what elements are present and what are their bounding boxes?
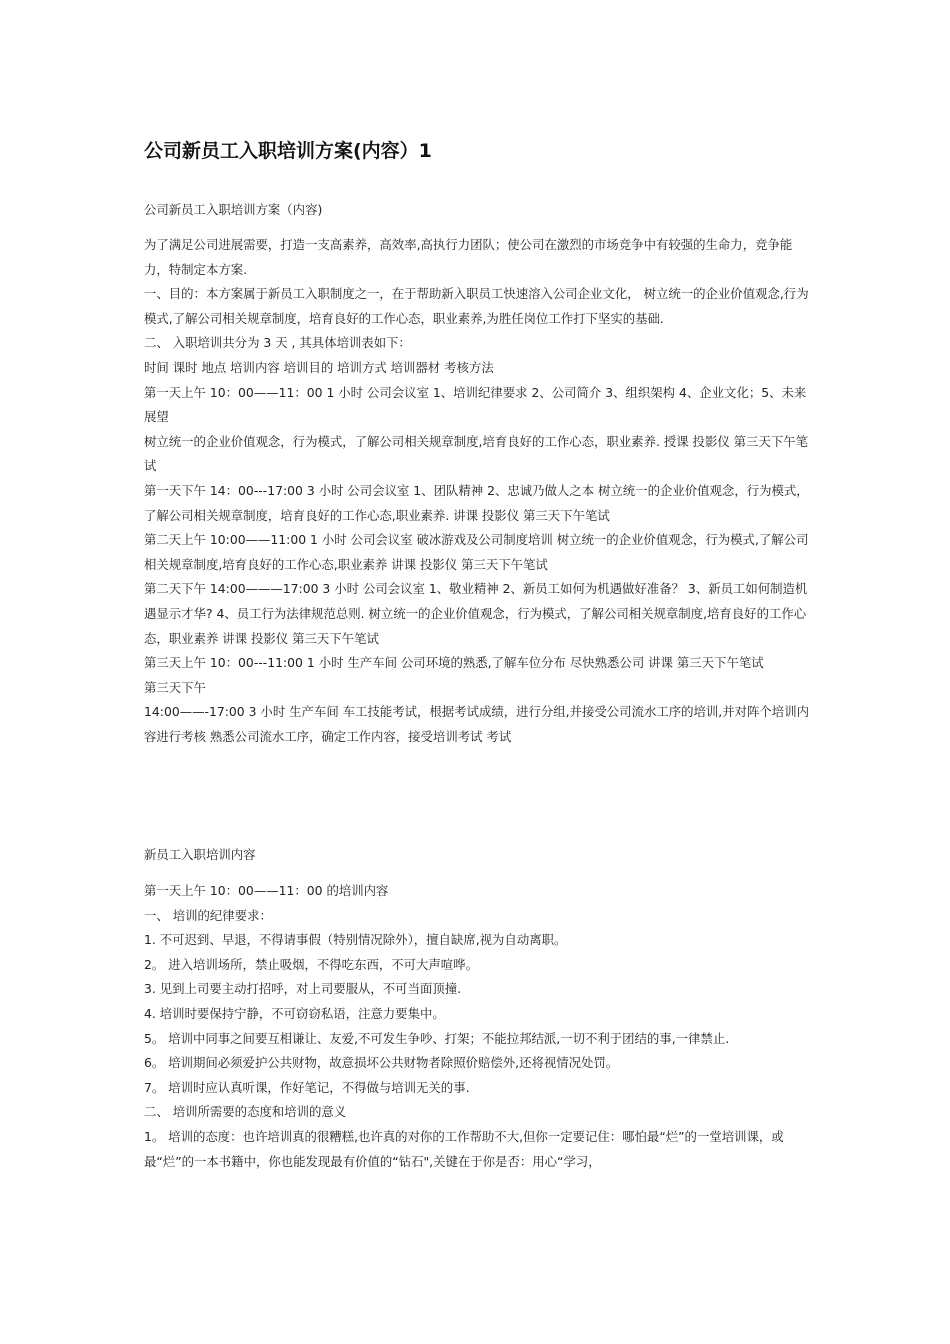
document-subtitle xyxy=(144,198,812,223)
content-paragraph: 一、 培训的纪律要求： xyxy=(144,907,272,923)
content-paragraph: 5。 培训中同事之间要互相谦让、友爱,不可发生争吵、打架；不能拉邦结派,一切不利于团结的事,一律禁止. xyxy=(144,1030,730,1046)
content-paragraph: 第一天上午 10：00——11：00 的培训内容 xyxy=(144,883,389,898)
intro-paragraph: 为了满足公司进展需要，打造一支高素养，高效率,高执行力团队；使公司在激烈的市场竞争中有较强的生命力，竞争能力，特制定本方案. xyxy=(144,237,793,277)
schedule-row: 树立统一的企业价值观念，行为模式，了解公司相关规章制度,培育良好的工作心态，职业素养. 授课 投影仪 第三天下午笔试 xyxy=(144,433,809,474)
content-paragraph: 2。 进入培训场所，禁止吸烟，不得吃东西，不可大声喧哗。 xyxy=(144,956,478,972)
content-paragraph: 4. 培训时要保持宁静，不可窃窃私语，注意力要集中。 xyxy=(144,1005,445,1021)
content-paragraph: 3. 见到上司要主动打招呼，对上司要服从，不可当面顶撞. xyxy=(144,981,462,997)
content-paragraph: 1. 不可迟到、早退，不得请事假（特别情况除外），擅自缺席,视为自动离职。 xyxy=(144,932,567,948)
schedule-row: 14:00——-17:00 3 小时 生产车间 车工技能考试，根据考试成绩，进行分组,并接受公司流水工序的培训,并对阵个培训内容进行考核 熟悉公司流水工序，确定工作内容，接受培训考试 考试 xyxy=(144,704,809,744)
schedule-row: 第二天下午 14:00———17:00 3 小时 公司会议室 1、敬业精神 2、新员工如何为机遇做好准备？ 3、新员工如何制造机遇显示才华? 4、员工行为法律规范总则. 树立统一的企业价值观念，行为模式，了解公司相关规章制度,培育良好的工作心态，职业素养 讲课 投影仪 第三天下午笔试 xyxy=(144,581,808,646)
schedule-row: 第一天下午 14：00---17:00 3 小时 公司会议室 1、团队精神 2、忠诚乃做人之本 树立统一的企业价值观念，行为模式，了解公司相关规章制度，培育良好的工作心态,职业素养. 讲课 投影仪 第三天下午笔试 xyxy=(144,482,809,523)
content-section-heading xyxy=(144,843,812,868)
content-paragraph: 1。 培训的态度：也许培训真的很糟糕,也许真的对你的工作帮助不大,但你一定要记住：哪怕最“烂”的一堂培训课，或最“烂”的一本书籍中，你也能发现最有价值的“钻石",关键在于你是否：用心“学习， xyxy=(144,1128,784,1169)
content-section xyxy=(144,879,812,1174)
subtitle-text: 公司新员工入职培训方案（内容) xyxy=(144,202,323,217)
section-title: 新员工入职培训内容 xyxy=(144,847,256,862)
content-paragraph: 7。 培训时应认真听课，作好笔记，不得做与培训无关的事. xyxy=(144,1079,470,1095)
schedule-row: 第三天下午 xyxy=(144,679,206,695)
purpose-paragraph: 一、目的：本方案属于新员工入职制度之一，在于帮助新入职员工快速溶入公司企业文化， 树立统一的企业价值观念,行为模式,了解公司相关规章制度，培育良好的工作心态，职业素养,为胜任岗位工作打下坚实的基础. xyxy=(144,286,809,326)
schedule-row: 第二天上午 10:00——11:00 1 小时 公司会议室 破冰游戏及公司制度培训 树立统一的企业价值观念，行为模式,了解公司相关规章制度,培育良好的工作心态,职业素养 讲课 投影仪 第三天下午笔试 xyxy=(144,532,809,572)
document-title: 公司新员工入职培训方案(内容）1 xyxy=(144,140,432,162)
schedule-row: 第三天上午 10：00---11:00 1 小时 生产车间 公司环境的熟悉,了解车位分布 尽快熟悉公司 讲课 第三天下午笔试 xyxy=(144,655,764,671)
content-paragraph: 6。 培训期间必须爱护公共财物，故意损坏公共财物者除照价赔偿外,还将视情况处罚。 xyxy=(144,1055,619,1071)
schedule-heading: 二、 入职培训共分为 3 天 , 其具体培训表如下： xyxy=(144,335,411,351)
schedule-row: 第一天上午 10：00——11：00 1 小时 公司会议室 1、培训纪律要求 2、公司简介 3、组织架构 4、企业文化；5、未来展望 xyxy=(144,384,807,425)
content-paragraph: 二、 培训所需要的态度和培训的意义 xyxy=(144,1104,347,1120)
schedule-table-header: 时间 课时 地点 培训内容 培训目的 培训方式 培训器材 考核方法 xyxy=(144,359,494,375)
schedule-section xyxy=(144,233,812,749)
